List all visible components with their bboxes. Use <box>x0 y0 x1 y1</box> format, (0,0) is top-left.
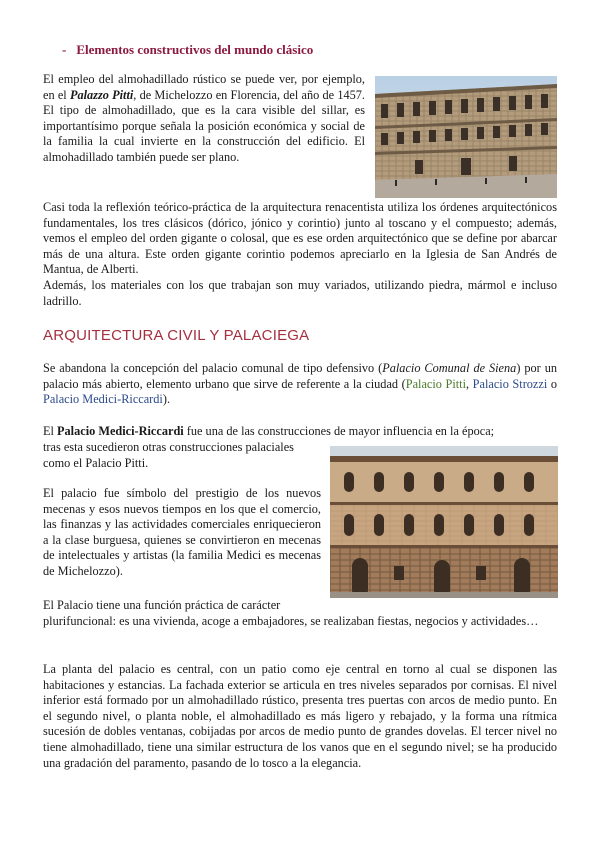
p3-sep2: o <box>547 376 557 391</box>
p3-text-b: ) por un palacio más abierto, elemento urbano que sirve de referente a la ciudad ( <box>43 361 557 391</box>
paragraph-orders <box>43 200 557 309</box>
paragraph-palace-concept <box>43 361 557 408</box>
p4-text-a: El <box>43 424 58 438</box>
paragraph-medici-intro <box>43 424 557 440</box>
p1-text-b: , de Michelozzo en Florencia, del año de 1457. El tipo de almohadillado, que es la cara visible del sillar, es importantísimo porque señala la posición económica y social de la familia la cual invierte en la construcción del edificio. El almohadillado también puede ser plano. <box>43 87 365 164</box>
p3-emphasis: Palacio Comunal de Siena <box>382 361 517 375</box>
p4-text-b: fue una de las construcciones de mayor influencia en la época; <box>183 424 495 438</box>
paragraph-prestige: El palacio fue símbolo del prestigio de los nuevos mecenas y esos nuevos tiempos en los que el comercio, las finanzas y las actividades comerciales enriquecieron a la clase burguesa, quienes se convirtieron en mecenas de intelectuales y artistas (la familia Medici es mecenas de Michelozzo). <box>43 486 321 578</box>
p3-text-a: Se abandona la concepción del palacio comunal de tipo defensivo ( <box>43 361 383 375</box>
p3-text-c: ). <box>162 392 171 407</box>
paragraph-function-b: plurifuncional: es una vivienda, acoge a embajadores, se realizaban fiestas, negocios y actividades… <box>43 614 539 628</box>
p1-text-a: El empleo del almohadillado rústico se puede ver, por ejemplo, en el <box>43 72 365 102</box>
paragraph-medici-intro-cont: tras esta sucedieron otras construcciones palaciales como el Palacio Pitti. <box>43 440 294 470</box>
section-heading: ARQUITECTURA CIVIL Y PALACIEGA <box>43 327 310 344</box>
link-palacio-medici-riccardi[interactable]: Palacio Medici-Riccardi <box>43 392 163 407</box>
link-palacio-strozzi[interactable]: Palacio Strozzi <box>472 376 548 391</box>
bullet-dash: - <box>62 42 67 57</box>
bullet-title: Elementos constructivos del mundo clásico <box>76 42 314 57</box>
link-palacio-pitti[interactable]: Palacio Pitti <box>405 376 467 391</box>
bullet-heading <box>62 42 313 58</box>
p4-bold: Palacio Medici-Riccardi <box>57 424 184 438</box>
palazzo-pitti-photo <box>375 76 557 198</box>
p1-emphasis: Palazzo Pitti <box>69 87 134 102</box>
paragraph-plan: La planta del palacio es central, con un patio como eje central en torno al cual se disponen las habitaciones y estancias. La fachada exterior se articula en tres niveles separados por cornisas. El nivel inferior está formado por un almohadillado rústico, presenta tres puertas con arcos de medio punto. En el segundo nivel, o planta noble, el almohadillado es más ligero y rebajado, y la forma una rítmica sucesión de dobles ventanas, cobijadas por arcos de medio punto de grandes dovelas. El tercer nivel no tiene almohadillado, tiene una similar estructura de los vanos que en el segundo nivel; se ha producido una gradación del paramento, pasando de lo tosco a la elegancia. <box>43 662 557 770</box>
p3-sep1: , <box>466 376 473 391</box>
p2-text-b: Además, los materiales con los que trabajan son muy variados, utilizando piedra, mármol e incluso ladrillo. <box>43 277 557 308</box>
p2-text-a: Casi toda la reflexión teórico-práctica de la arquitectura renacentista utiliza los órdenes arquitectónicos fundamentales, los tres clásicos (dórico, jónico y corintio) junto al toscano y el compuesto; además, vemos el empleo del orden gigante o colosal, que es ese orden arquitectónico que se define por abarcar más de una altura. Este orden gigante corintio podemos apreciarlo en la Iglesia de San Andrés de Mantua, de Alberti. <box>43 200 557 277</box>
paragraph-pitti <box>43 72 365 166</box>
paragraph-function-a: El Palacio tiene una función práctica de carácter <box>43 598 281 612</box>
palazzo-medici-riccardi-photo <box>330 446 558 598</box>
